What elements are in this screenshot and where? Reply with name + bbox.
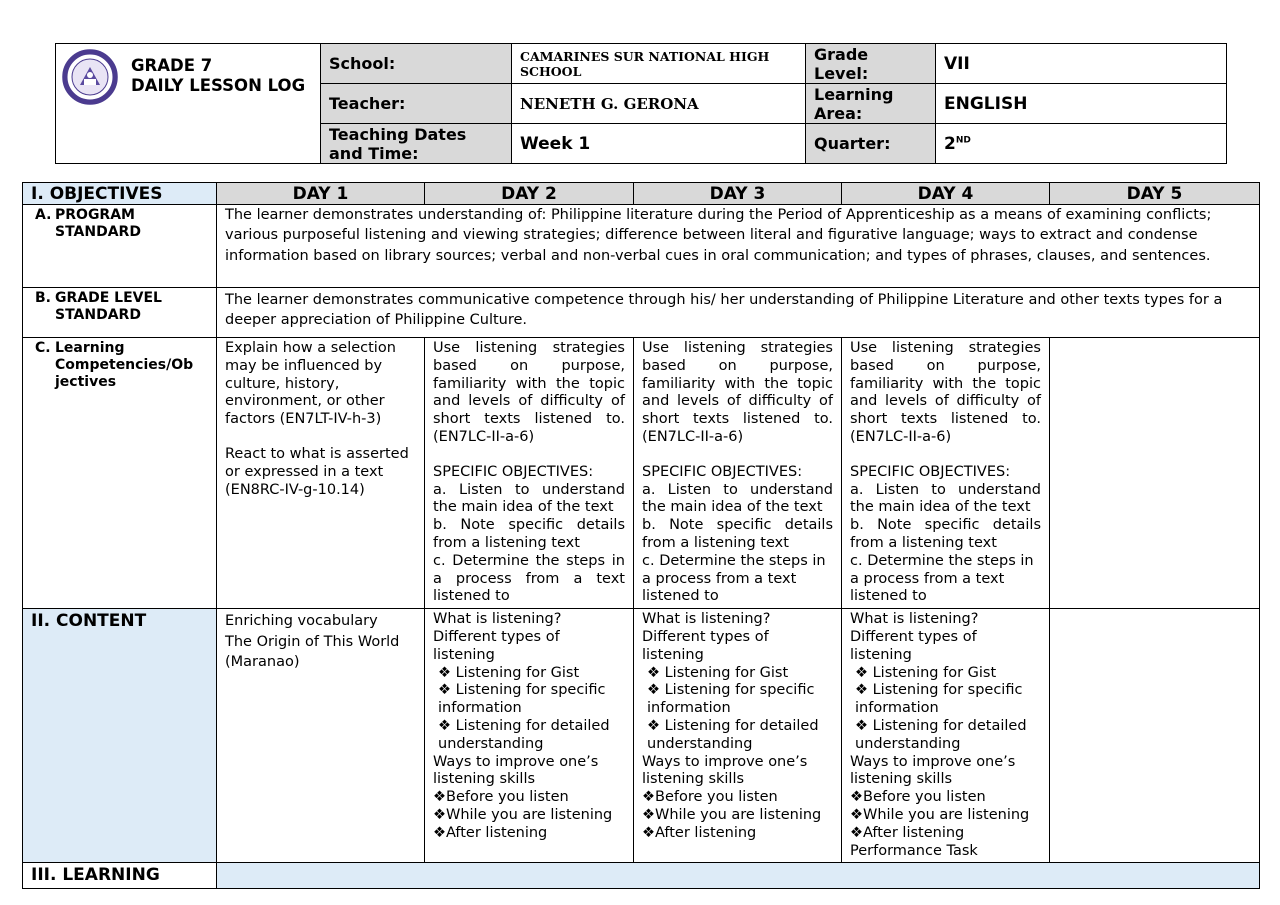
content-title: II. CONTENT [23, 609, 217, 863]
learning-area-value: ENGLISH [936, 84, 1227, 124]
day-5-header: DAY 5 [1050, 183, 1260, 205]
deped-seal-icon [62, 49, 118, 105]
grade-level-value: VII [936, 44, 1227, 84]
learning-area-label: Learning Area: [806, 84, 936, 124]
day-1-content: Enriching vocabulary The Origin of This World (Maranao) [217, 609, 425, 863]
learning-title: III. LEARNING [23, 863, 217, 889]
day-5-content [1050, 609, 1260, 863]
day-1-header: DAY 1 [217, 183, 425, 205]
teacher-value: NENETH G. GERONA [512, 84, 806, 124]
day-4-competencies: Use listening strategies based on purpose, familiarity with the topic and levels of difficulty of short texts listened to. (EN7LC-II-a-6) SPECIFIC OBJECTIVES: a. Listen to understand the main idea of the text b. Note specific details from a listening text c. Determine the steps in a process from a text listened to [842, 338, 1050, 609]
day-2-content: What is listening? Different types of listening ❖ Listening for Gist ❖ Listening for specific information ❖ Listening for detailed understanding Ways to improve one’s listening skills ❖Before you listen ❖While you are listening ❖After listening [425, 609, 634, 863]
day-5-competencies [1050, 338, 1260, 609]
logo-cell [56, 44, 321, 164]
program-standard-label: A. PROGRAM STANDARD [23, 205, 217, 288]
learning-row [23, 863, 1260, 889]
grade-level-standard-text: The learner demonstrates communicative competence through his/ her understanding of Philippine Literature and other texts types for a deeper appreciation of Philippine Culture. [217, 288, 1260, 338]
day-3-header: DAY 3 [634, 183, 842, 205]
lesson-log-table [22, 182, 1260, 889]
day-3-content: What is listening? Different types of listening ❖ Listening for Gist ❖ Listening for specific information ❖ Listening for detailed understanding Ways to improve one’s listening skills ❖Before you listen ❖While you are listening ❖After listening [634, 609, 842, 863]
program-standard-text: The learner demonstrates understanding of: Philippine literature during the Period of Apprenticeship as a means of examining conflicts; various purposeful listening and viewing strategies; difference between literal and figurative language; ways to extract and condense information based on library sources; verbal and non-verbal cues in oral communication; and types of phrases, clauses, and sentences. [217, 205, 1260, 288]
grade-level-standard-label: B. GRADE LEVEL STANDARD [23, 288, 217, 338]
teaching-dates-label: Teaching Dates and Time: [321, 124, 512, 164]
header-table [55, 43, 1227, 164]
program-standard-row [23, 205, 1260, 288]
day-2-header: DAY 2 [425, 183, 634, 205]
quarter-label: Quarter: [806, 124, 936, 164]
teaching-dates-value: Week 1 [512, 124, 806, 164]
competencies-row [23, 338, 1260, 609]
content-row [23, 609, 1260, 863]
quarter-value: 2ND [936, 124, 1227, 164]
learning-band [217, 863, 1260, 889]
objectives-title: I. OBJECTIVES [23, 183, 217, 205]
day-4-content: What is listening? Different types of listening ❖ Listening for Gist ❖ Listening for specific information ❖ Listening for detailed understanding Ways to improve one’s listening skills ❖Before you listen ❖While you are listening ❖After listening Performance Task [842, 609, 1050, 863]
day-3-competencies: Use listening strategies based on purpose, familiarity with the topic and levels of difficulty of short texts listened to. (EN7LC-II-a-6) SPECIFIC OBJECTIVES: a. Listen to understand the main idea of the text b. Note specific details from a listening text c. Determine the steps in a process from a text listened to [634, 338, 842, 609]
day-1-competencies: Explain how a selection may be influenced by culture, history, environment, or other factors (EN7LT-IV-h-3) React to what is asserted or expressed in a text (EN8RC-IV-g-10.14) [217, 338, 425, 609]
grade-title: GRADE 7 DAILY LESSON LOG [131, 56, 306, 95]
competencies-label: C. Learning Competencies/Ob jectives [23, 338, 217, 609]
grade-level-standard-row [23, 288, 1260, 338]
school-value: CAMARINES SUR NATIONAL HIGH SCHOOL [512, 44, 806, 84]
day-2-competencies: Use listening strategies based on purpose, familiarity with the topic and levels of difficulty of short texts listened to. (EN7LC-II-a-6) SPECIFIC OBJECTIVES: a. Listen to understand the main idea of the text b. Note specific details from a listening text c. Determine the steps in a process from a text listened to [425, 338, 634, 609]
teacher-label: Teacher: [321, 84, 512, 124]
objectives-header-row [23, 183, 1260, 205]
grade-level-label: Grade Level: [806, 44, 936, 84]
day-4-header: DAY 4 [842, 183, 1050, 205]
school-label: School: [321, 44, 512, 84]
